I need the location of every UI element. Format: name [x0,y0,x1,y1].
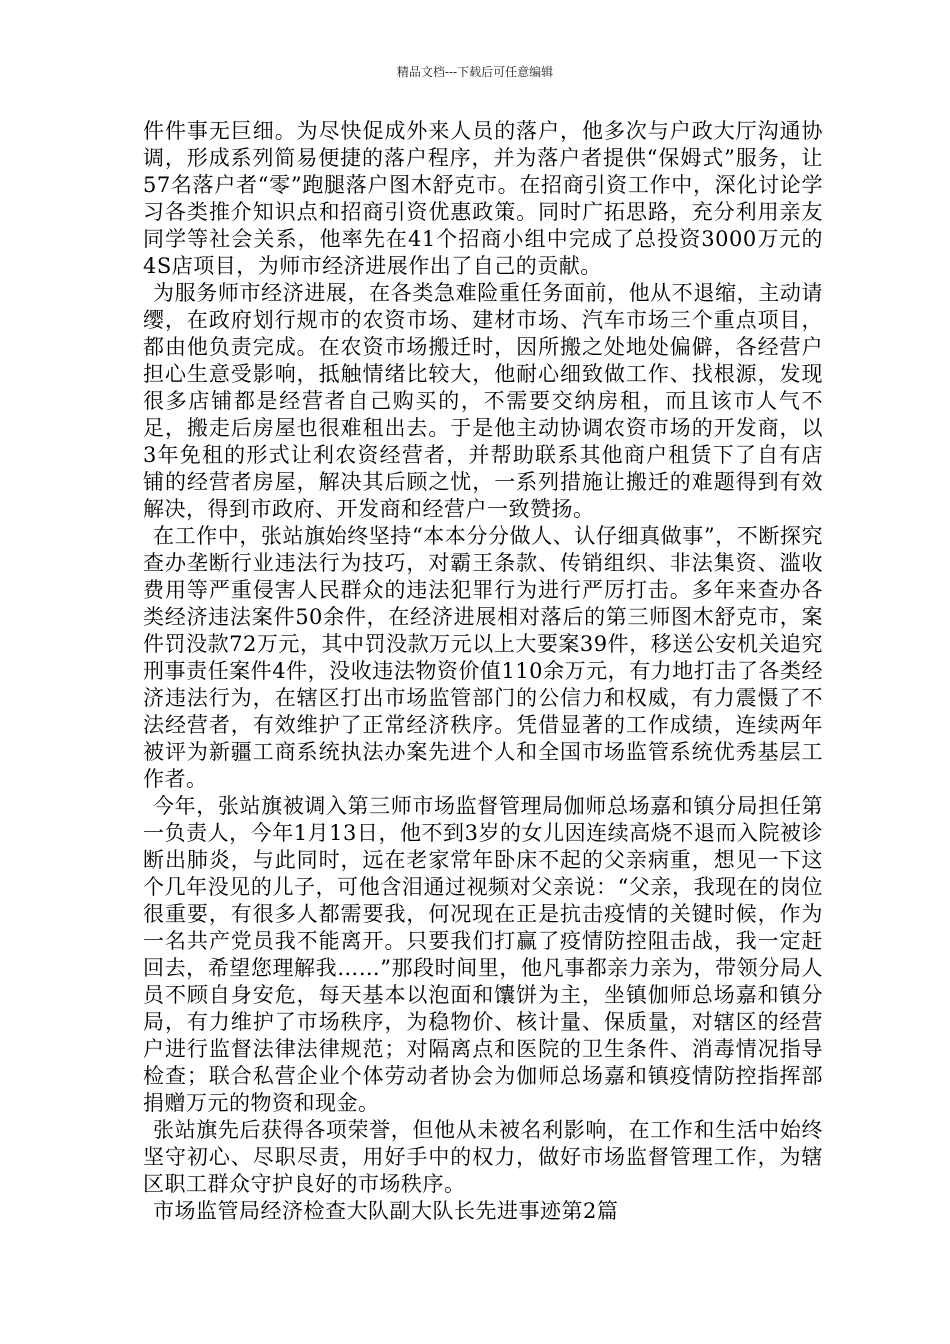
page-header: 精品文档---下载后可任意编辑 [396,65,554,79]
paragraph-4: 今年，张站旗被调入第三师市场监督管理局伽师总场嘉和镇分局担任第一负责人，今年1月13日，他不到3岁的女儿因连续高烧不退而入院被诊断出肺炎，与此同时，远在老家常年卧床不起的父亲病重，想见一下这个几年没见的儿子，可他含泪通过视频对父亲说：“父亲，我现在的岗位很重要，有很多人都需要我，何况现在正是抗击疫情的关键时候，作为一名共产党员我不能离开。只要我们打赢了疫情防控阻击战，我一定赶回去，希望您理解我……”那段时间里，他凡事都亲力亲为，带领分局人员不顾自身安危，每天基本以泡面和馕饼为主，坐镇伽师总场嘉和镇分局，有力维护了市场秩序，为稳物价、核计量、保质量，对辖区的经营户进行监督法律法律规范；对隔离点和医院的卫生条件、消毒情况指导检查；联合私营企业个体劳动者协会为伽师总场嘉和镇疫情防控指挥部捐赠万元的物资和现金。 [143,794,823,1115]
paragraph-1: 件件事无巨细。为尽快促成外来人员的落户，他多次与户政大厅沟通协调，形成系列简易便捷的落户程序，并为落户者提供“保姆式”服务，让57名落户者“零”跑腿落户图木舒克市。在招商引资工作中，深化讨论学习各类推介知识点和招商引资优惠政策。同时广拓思路，充分利用亲友同学等社会关系，他率先在41个招商小组中完成了总投资3000万元的4S店项目，为师市经济进展作出了自己的贡献。 [143,119,823,278]
section-title: 市场监管局经济检查大队副大队长先进事迹第2篇 [153,1199,619,1223]
paragraph-3: 在工作中，张站旗始终坚持“本本分分做人、认仔细真做事”，不断探究查办垄断行业违法行为技巧，对霸王条款、传销组织、非法集资、滥收费用等严重侵害人民群众的违法犯罪行为进行严厉打击。多年来查办各类经济违法案件50余件，在经济进展相对落后的第三师图木舒克市，案件罚没款72万元，其中罚没款万元以上大要案39件，移送公安机关追究刑事责任案件4件，没收违法物资价值110余万元，有力地打击了各类经济违法行为，在辖区打出市场监管部门的公信力和权威，有力震慑了不法经营者，有效维护了正常经济秩序。凭借显著的工作成绩，连续两年被评为新疆工商系统执法办案先进个人和全国市场监管系统优秀基层工作者。 [143,524,823,791]
document-body [143,118,823,1225]
paragraph-5: 张站旗先后获得各项荣誉，但他从未被名利影响，在工作和生活中始终坚守初心、尽职尽责，用好手中的权力，做好市场监督管理工作，为辖区职工群众守护良好的市场秩序。 [143,1118,823,1196]
paragraph-2: 为服务师市经济进展，在各类急难险重任务面前，他从不退缩，主动请缨，在政府划行规市的农资市场、建材市场、汽车市场三个重点项目，都由他负责完成。在农资市场搬迁时，因所搬之处地处偏僻，各经营户担心生意受影响，抵触情绪比较大，他耐心细致做工作、找根源，发现很多店铺都是经营者自己购买的，不需要交纳房租，而且该市人气不足，搬走后房屋也很难租出去。于是他主动协调农资市场的开发商，以3年免租的形式让利农资经营者，并帮助联系其他商户租赁下了自有店铺的经营者房屋，解决其后顾之忧，一系列措施让搬迁的难题得到有效解决，得到市政府、开发商和经营户一致赞扬。 [143,281,823,521]
